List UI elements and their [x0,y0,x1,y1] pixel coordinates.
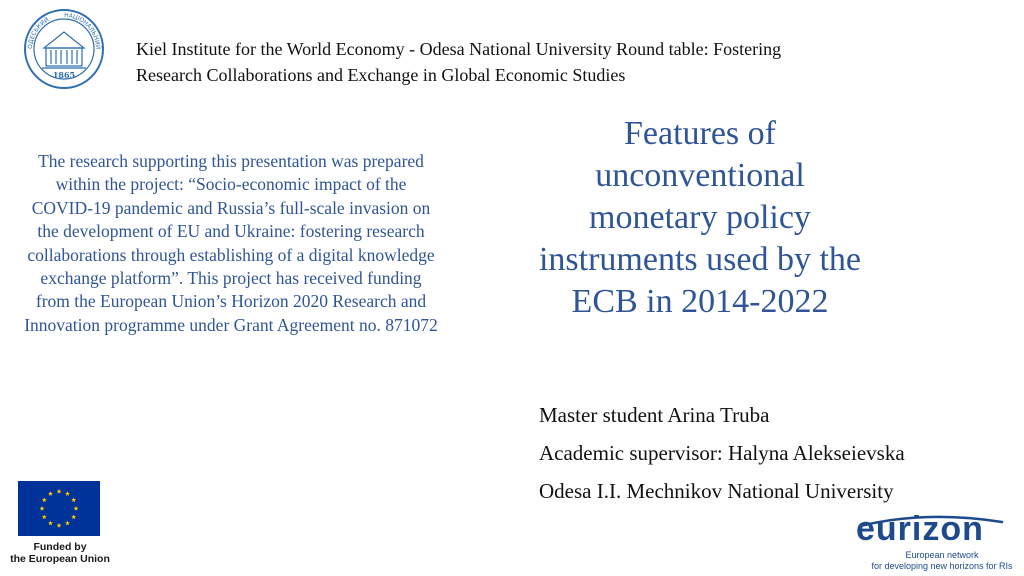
title-line-1: Features of [623,115,776,152]
eurizon-tagline-line-1: European network [905,550,979,560]
university-seal-icon [20,8,108,90]
event-header [136,36,956,88]
eurizon-tagline-line-2: for developing new horizons for RIs [871,561,1013,571]
eurizon-wordmark: eurizon [856,510,984,548]
seal-arc-left-text: ОДЕСЬКИЙ [26,16,51,50]
eurizon-tagline [862,550,1022,572]
eu-funding-caption [6,541,114,565]
svg-text:НАЦІОНАЛЬНИЙ [64,12,101,50]
event-header-line-2: Research Collaborations and Exchange in Global Economic Studies [136,65,626,85]
title-line-5: ECB in 2014-2022 [571,283,829,320]
eu-caption-line-2: the European Union [10,553,110,565]
authors-block [539,396,1009,510]
eurizon-logo-icon [848,512,1016,572]
seal-arc-right-text: НАЦІОНАЛЬНИЙ [63,11,102,50]
seal-year: 1865 [52,70,76,80]
title-line-4: instruments used by the [538,241,862,278]
supervisor-name: Academic supervisor: Halyna Alekseievska [539,441,905,465]
presentation-title [490,113,910,323]
university-name: Odesa I.I. Mechnikov National University [539,479,894,503]
svg-text:ОДЕСЬКИЙ [27,16,50,49]
eu-caption-line-1: Funded by [33,541,87,553]
funding-note: The research supporting this presentation was prepared within the project: “Socio-economic impact of the COVID-19 pandemic and Russia’s full-scale invasion on the development of EU and Ukraine: fostering research collaborations through establishing of a digital knowledge exchange platform”. This project has received funding from the European Union’s Horizon 2020 Research and Innovation programme under Grant Agreement no. 871072 [24,151,438,335]
title-line-3: monetary policy [589,199,811,236]
title-line-2: unconventional [595,157,805,194]
event-header-line-1: Kiel Institute for the World Economy - Odesa National University Round table: Fostering [136,39,782,59]
eu-flag-icon [18,481,100,536]
student-name: Master student Arina Truba [539,403,770,427]
